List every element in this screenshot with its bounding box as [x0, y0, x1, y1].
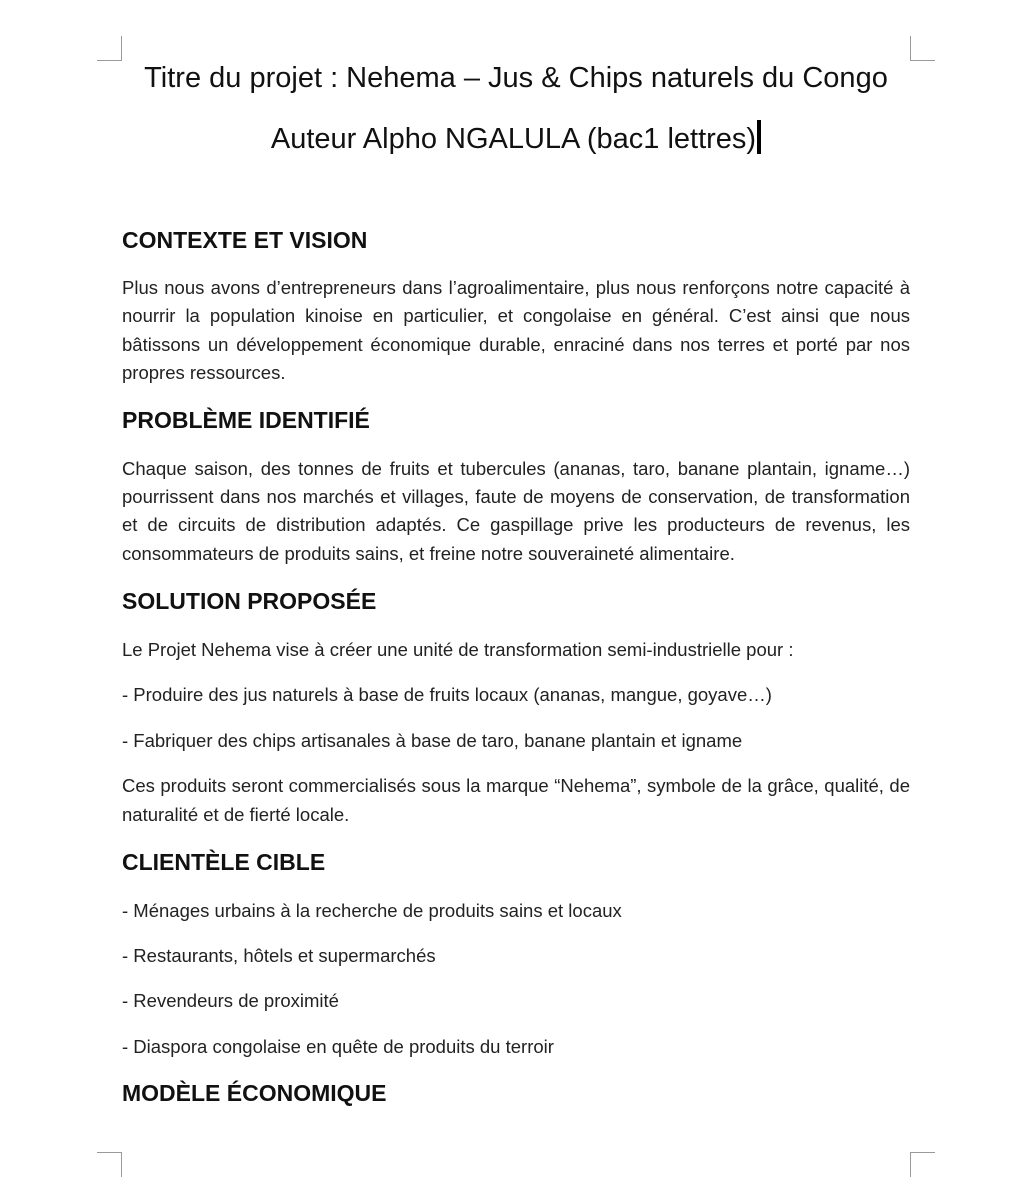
corner-mark-bottom-left	[97, 1152, 122, 1177]
paragraph-solution: Ces produits seront commercialisés sous la marque “Nehema”, symbole de la grâce, qualité, de naturalité et de fierté locale.	[122, 775, 910, 825]
list-item: - Ménages urbains à la recherche de produits sains et locaux	[122, 900, 622, 922]
corner-mark-top-left	[97, 36, 122, 61]
solution-intro: Le Projet Nehema vise à créer une unité de transformation semi-industrielle pour :	[122, 639, 794, 661]
list-item: - Diaspora congolaise en quête de produits du terroir	[122, 1036, 554, 1058]
document-body[interactable]	[122, 56, 910, 1108]
document-title	[122, 56, 910, 100]
list-item: - Produire des jus naturels à base de fruits locaux (ananas, mangue, goyave…)	[122, 684, 772, 706]
list-item: - Revendeurs de proximité	[122, 990, 339, 1012]
section-heading-modele: MODÈLE ÉCONOMIQUE	[122, 1080, 387, 1107]
document-author	[122, 117, 910, 161]
list-item: - Restaurants, hôtels et supermarchés	[122, 945, 436, 967]
paragraph-contexte: Plus nous avons d’entrepreneurs dans l’agroalimentaire, plus nous renforçons notre capacité à nourrir la population kinoise en particulier, et congolaise en général. C’est ainsi que nous bâtissons un développement économique durable, enraciné dans nos terres et porté par nos propres ressources.	[122, 277, 910, 384]
section-heading-solution: SOLUTION PROPOSÉE	[122, 588, 377, 615]
section-heading-clientele: CLIENTÈLE CIBLE	[122, 849, 326, 876]
list-item: - Fabriquer des chips artisanales à base de taro, banane plantain et igname	[122, 730, 743, 752]
corner-mark-top-right	[910, 36, 935, 61]
author-text: Auteur Alpho NGALULA (bac1 lettres)	[270, 123, 757, 155]
section-heading-contexte: CONTEXTE ET VISION	[122, 227, 368, 253]
text-cursor	[757, 120, 761, 154]
paragraph-probleme: Chaque saison, des tonnes de fruits et tubercules (ananas, taro, banane plantain, igname…) pourrissent dans nos marchés et villages, faute de moyens de conservation, de transformation et de circuits de distribution adaptés. Ce gaspillage prive les producteurs de revenus, les consommateurs de produits sains, et freine notre souveraineté alimentaire.	[122, 457, 910, 564]
title-text: Titre du projet : Nehema – Jus & Chips naturels du Congo	[144, 62, 888, 94]
section-heading-probleme: PROBLÈME IDENTIFIÉ	[122, 406, 370, 433]
corner-mark-bottom-right	[910, 1152, 935, 1177]
